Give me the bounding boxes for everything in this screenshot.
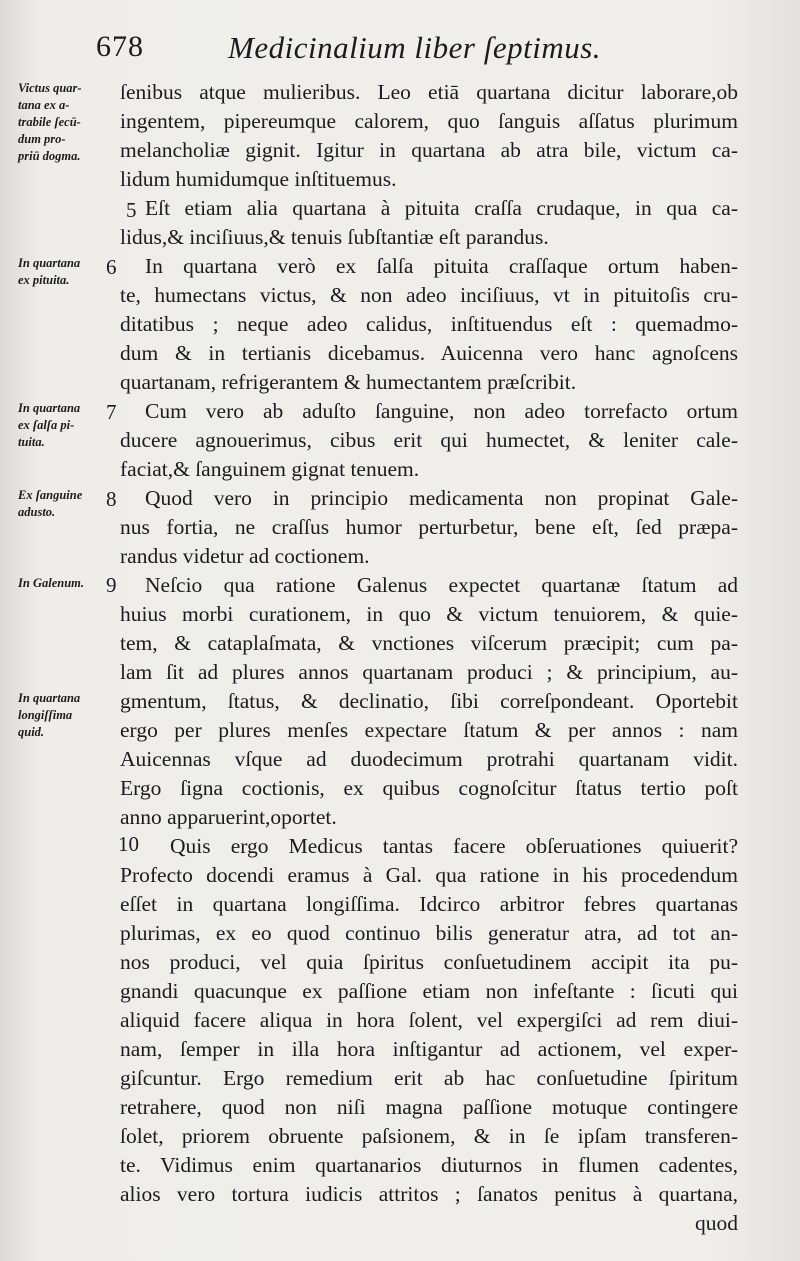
text-line: ſolet, priorem obruente paſsionem, & in ſe ipſam transferen- [120, 1124, 738, 1148]
margin-note: Victus quar- tana ex a- trabile ſecū- dum pro- priū dogma. [18, 81, 82, 163]
text-line: giſcuntur. Ergo remedium erit ab hac conſuetudine ſpiritum [120, 1066, 738, 1090]
text-line: anno apparuerint,oportet. [120, 805, 337, 829]
text-line: eſſet in quartana longiſſima. Idcirco arbitror febres quartanas [120, 892, 738, 916]
text-line: aliquid facere aliqua in hora ſolent, vel expergiſci ad rem diui- [120, 1008, 738, 1032]
text-line: te. Vidimus enim quartanarios diuturnos in flumen cadentes, [120, 1153, 738, 1177]
text-line: randus videtur ad coctionem. [120, 544, 370, 568]
text-line: plurimas, ex eo quod continuo bilis generatur atra, ad tot an- [120, 921, 738, 945]
text-line: melancholiæ gignit. Igitur in quartana ab atra bile, victum ca- [120, 138, 738, 162]
text-line: nos produci, vel quia ſpiritus conſuetudinem accipit ita pu- [120, 950, 738, 974]
text-line: ergo per plures menſes expectare ſtatum & per annos : nam [120, 718, 738, 742]
text-line: faciat,& ſanguinem gignat tenuem. [120, 457, 420, 481]
text-line: retrahere, quod non niſi magna paſſione motuque contingere [120, 1095, 738, 1119]
text-line: huius morbi curationem, in quo & victum tenuiorem, & quie- [120, 602, 738, 626]
text-line: gnandi quacunque ex paſſione etiam non infeſtante : ſicuti qui [120, 979, 738, 1003]
text-line: tem, & cataplaſmata, & vnctiones viſcerum præcipit; cum pa- [120, 631, 738, 655]
section-number: 8 [106, 487, 117, 511]
text-line: Auicennas vſque ad duodecimum protrahi quartanam vidit. [120, 747, 738, 771]
margin-note: In Galenum. [18, 576, 84, 590]
text-line: ducere agnouerimus, cibus erit qui humectet, & leniter cale- [120, 428, 738, 452]
text-line: In quartana verò ex ſalſa pituita craſſaque ortum haben- [145, 254, 738, 278]
text-line: ditatibus ; neque adeo calidus, inſtituendus eſt : quemadmo- [120, 312, 738, 336]
text-line: nam, ſemper in illa hora inſtigantur ad actionem, vel exper- [120, 1037, 738, 1061]
catchword: quod [695, 1211, 738, 1235]
text-line: Profecto docendi eramus à Gal. qua ratione in his procedendum [120, 863, 738, 887]
page-header [0, 24, 800, 74]
text-line: dum & in tertianis dicebamus. Auicenna vero hanc agnoſcens [120, 341, 738, 365]
section-number: 6 [106, 255, 117, 279]
text-line: ſenibus atque mulieribus. Leo etiā quartana dicitur laborare,ob [120, 80, 738, 104]
section-number: 9 [106, 573, 117, 597]
margin-note: In quartana ex ſalſa pi- tuita. [18, 401, 81, 449]
margin-note: Ex ſanguine adusto. [18, 488, 83, 519]
page-number: 678 [96, 30, 144, 63]
margin-note: In quartana ex pituita. [18, 256, 81, 287]
text-line: lidum humidumque inſtituemus. [120, 167, 397, 191]
running-title: Medicinalium liber ſeptimus. [228, 30, 602, 65]
text-line: Ergo ſigna coctionis, ex quibus cognoſcitur ſtatus tertio poſt [120, 776, 738, 800]
text-line: Quis ergo Medicus tantas facere obſeruationes quiuerit? [170, 834, 738, 858]
text-line: Quod vero in principio medicamenta non propinat Gale- [145, 486, 738, 510]
text-line: Neſcio qua ratione Galenus expectet quartanæ ſtatum ad [145, 573, 738, 597]
text-line: nus fortia, ne craſſus humor perturbetur, bene eſt, ſed præpa- [120, 515, 738, 539]
text-line: ingentem, pipereumque calorem, quo ſanguis aſſatus plurimum [120, 109, 738, 133]
section-number: 10 [118, 832, 139, 856]
text-line: Cum vero ab aduſto ſanguine, non adeo torrefacto ortum [145, 399, 738, 423]
section-number: 7 [106, 400, 117, 424]
margin-note: In quartana longiſſima quid. [18, 691, 81, 739]
text-line: alios vero tortura iudicis attritos ; ſanatos penitus à quartana, [120, 1182, 738, 1206]
text-line: quartanam, refrigerantem & humectantem præſcribit. [120, 370, 577, 394]
text-line: Eſt etiam alia quartana à pituita craſſa crudaque, in qua ca- [145, 196, 738, 220]
text-line: lam ſit ad plures annos quartanam produci ; & principium, au- [120, 660, 738, 684]
text-line: gmentum, ſtatus, & declinatio, ſibi correſpondeant. Oportebit [120, 689, 738, 713]
text-line: lidus,& inciſiuus,& tenuis ſubſtantiæ eſt parandus. [120, 225, 549, 249]
section-number: 5 [126, 198, 137, 222]
text-line: te, humectans victus, & non adeo inciſiuus, vt in pituitoſis cru- [120, 283, 738, 307]
